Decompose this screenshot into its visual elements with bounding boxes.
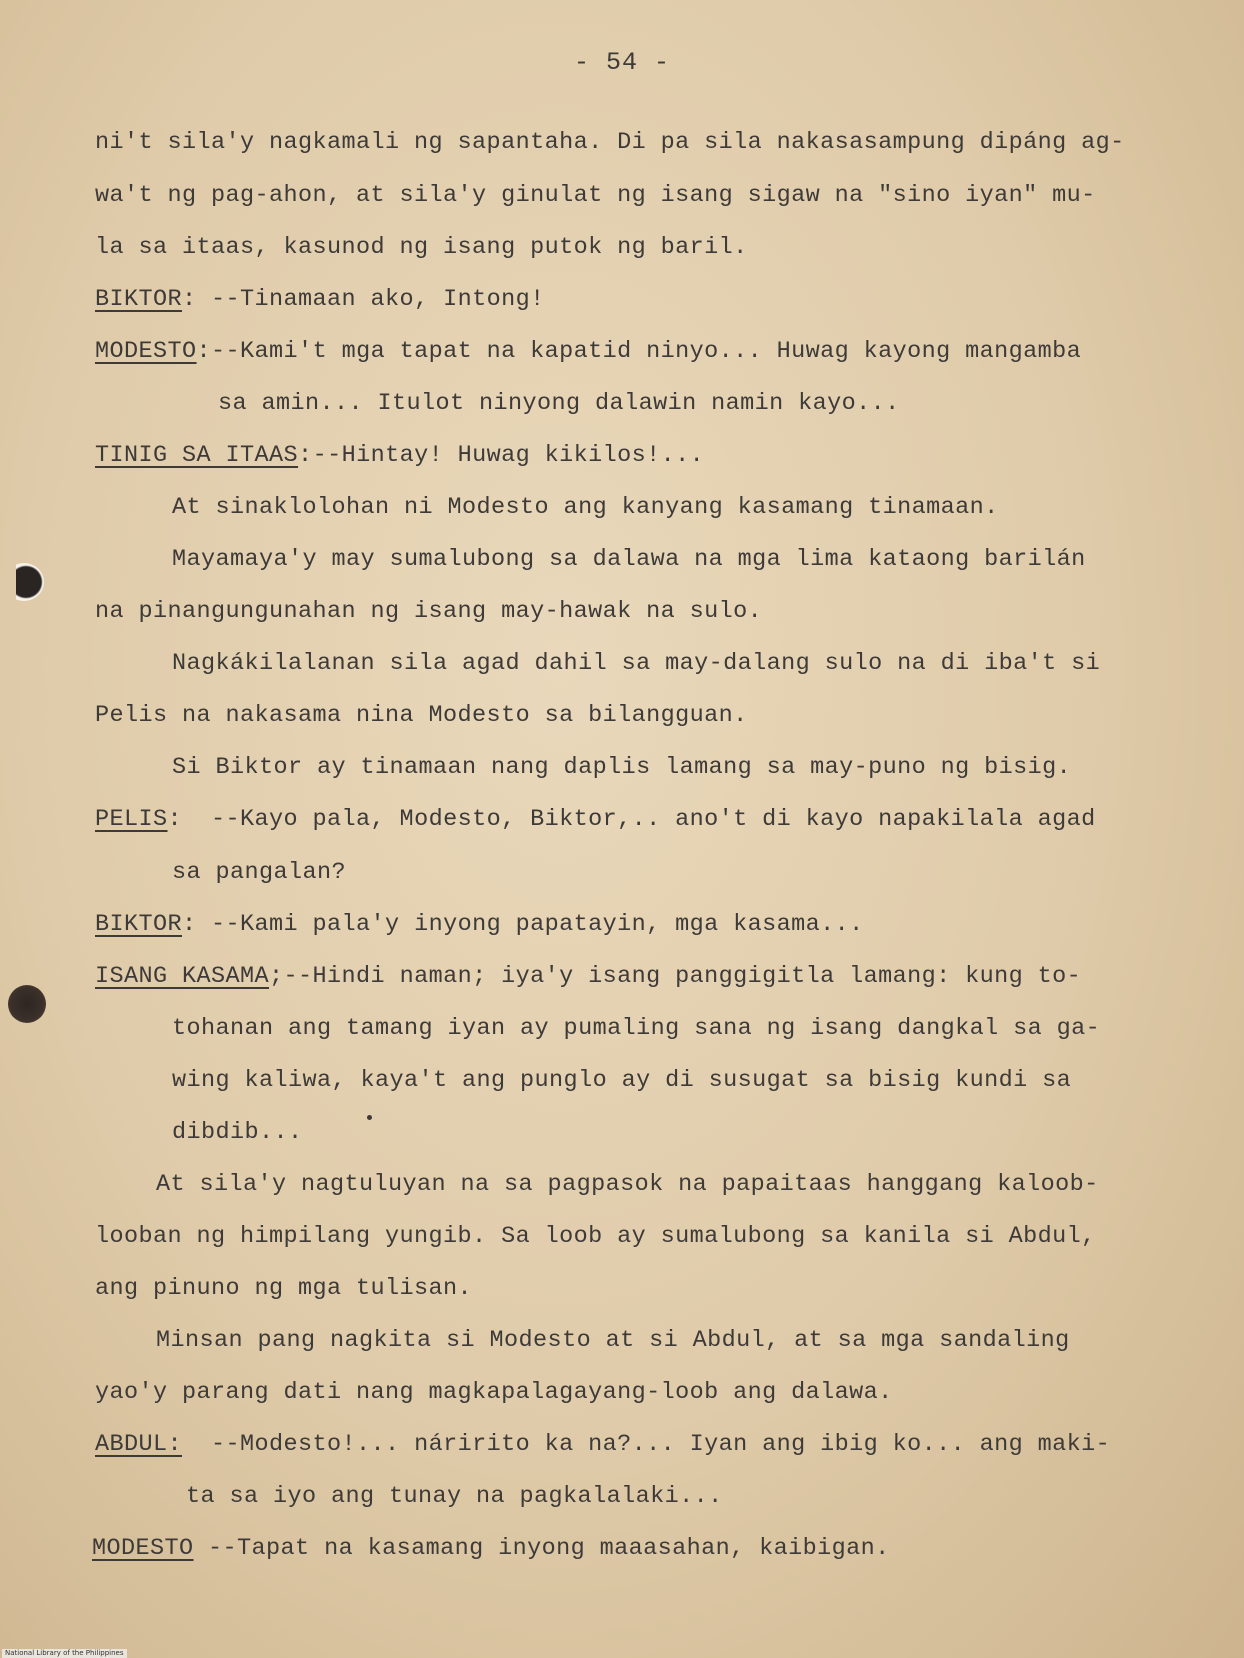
speaker-separator: ; xyxy=(269,963,284,990)
page-number: - 54 - xyxy=(573,48,670,77)
text-line xyxy=(172,858,346,888)
text-line xyxy=(172,1066,1071,1096)
line-text: Minsan pang nagkita si Modesto at si Abdul, at sa mga sandaling xyxy=(156,1327,1070,1354)
line-text: sa amin... Itulot ninyong dalawin namin kayo... xyxy=(218,390,900,417)
line-text: At sila'y nagtuluyan na sa pagpasok na papaitaas hanggang kaloob- xyxy=(156,1171,1099,1198)
line-text: --Kayo pala, Modesto, Biktor,.. ano't di kayo napakilala agad xyxy=(211,806,1096,833)
text-line xyxy=(95,1378,893,1408)
speaker-separator: : xyxy=(196,338,212,365)
dialogue-line xyxy=(95,337,1081,367)
line-text: sa pangalan? xyxy=(172,859,347,886)
line-text: Pelis na nakasama nina Modesto sa bilangguan. xyxy=(95,702,748,729)
dialogue-line xyxy=(95,962,1081,992)
speaker-name: BIKTOR xyxy=(95,911,183,938)
footer-credit: National Library of the Philippines xyxy=(2,1649,127,1658)
text-line xyxy=(186,1482,723,1512)
text-line xyxy=(218,389,900,419)
text-line xyxy=(95,128,1125,158)
dialogue-line xyxy=(95,441,704,471)
text-line xyxy=(95,1222,1096,1252)
line-text: --Hintay! Huwag kikilos!... xyxy=(312,442,705,469)
line-text: ang pinuno ng mga tulisan. xyxy=(95,1275,473,1302)
dialogue-line xyxy=(95,1430,1110,1460)
text-line xyxy=(172,753,1071,783)
line-text: wing kaliwa, kaya't ang punglo ay di susugat sa bisig kundi sa xyxy=(172,1067,1072,1094)
speaker-separator xyxy=(194,1535,209,1562)
speaker-name: ABDUL: xyxy=(95,1431,183,1458)
text-line xyxy=(95,701,748,731)
line-text: --Kami't mga tapat na kapatid ninyo... Huwag kayong mangamba xyxy=(211,338,1082,365)
text-line xyxy=(95,233,748,263)
line-text: wa't ng pag-ahon, at sila'y ginulat ng isang sigaw na "sino iyan" mu- xyxy=(95,182,1096,209)
speaker-separator: : xyxy=(182,286,212,313)
binder-hole-upper xyxy=(4,563,44,601)
speaker-separator: : xyxy=(182,911,212,938)
line-text: --Tapat na kasamang inyong maaasahan, kaibigan. xyxy=(208,1535,890,1562)
dialogue-line xyxy=(95,910,864,940)
text-line xyxy=(172,649,1100,679)
line-text: dibdib... xyxy=(172,1119,303,1146)
text-line xyxy=(156,1326,1070,1356)
line-text: looban ng himpilang yungib. Sa loob ay sumalubong sa kanila si Abdul, xyxy=(95,1223,1096,1250)
line-text: tohanan ang tamang iyan ay pumaling sana ng isang dangkal sa ga- xyxy=(172,1015,1101,1042)
binder-hole-lower xyxy=(8,985,46,1023)
speaker-separator: : xyxy=(298,442,313,469)
line-text: --Tinamaan ako, Intong! xyxy=(211,286,545,313)
line-text: ta sa iyo ang tunay na pagkalalaki... xyxy=(186,1483,723,1510)
line-text: At sinaklolohan ni Modesto ang kanyang kasamang tinamaan. xyxy=(172,494,999,521)
line-text: --Kami pala'y inyong papatayin, mga kasama... xyxy=(211,911,864,938)
dialogue-line xyxy=(95,285,545,315)
text-line xyxy=(95,1274,472,1304)
text-line xyxy=(172,545,1086,575)
text-line xyxy=(156,1170,1099,1200)
text-line xyxy=(172,493,999,523)
speaker-name: BIKTOR xyxy=(95,286,183,313)
line-text: na pinangungunahan ng isang may-hawak na sulo. xyxy=(95,598,763,625)
speaker-name: TINIG SA ITAAS xyxy=(95,442,299,469)
speaker-separator xyxy=(182,1431,211,1458)
speaker-name: PELIS xyxy=(95,806,168,833)
dialogue-line xyxy=(92,1534,890,1564)
line-text: Si Biktor ay tinamaan nang daplis lamang sa may-puno ng bisig. xyxy=(172,754,1072,781)
line-text: --Hindi naman; iya'y isang panggigitla lamang: kung to- xyxy=(283,963,1082,990)
dialogue-line xyxy=(95,805,1096,835)
line-text: --Modesto!... náririto ka na?... Iyan ang ibig ko... ang maki- xyxy=(211,1431,1111,1458)
line-text: ni't sila'y nagkamali ng sapantaha. Di pa sila nakasasampung dipáng ag- xyxy=(95,129,1125,156)
speaker-name: MODESTO xyxy=(92,1535,194,1562)
text-line xyxy=(95,181,1096,211)
ink-speck xyxy=(367,1115,372,1120)
line-text: Mayamaya'y may sumalubong sa dalawa na mga lima kataong barilán xyxy=(172,546,1086,573)
speaker-name: ISANG KASAMA xyxy=(95,963,270,990)
line-text: yao'y parang dati nang magkapalagayang-loob ang dalawa. xyxy=(95,1379,893,1406)
line-text: Nagkákilalanan sila agad dahil sa may-dalang sulo na di iba't si xyxy=(172,650,1101,677)
speaker-separator: : xyxy=(167,806,212,833)
speaker-name: MODESTO xyxy=(95,338,197,365)
text-line xyxy=(95,597,762,627)
line-text: la sa itaas, kasunod ng isang putok ng baril. xyxy=(95,234,748,261)
text-line xyxy=(172,1014,1100,1044)
text-line xyxy=(172,1118,303,1148)
